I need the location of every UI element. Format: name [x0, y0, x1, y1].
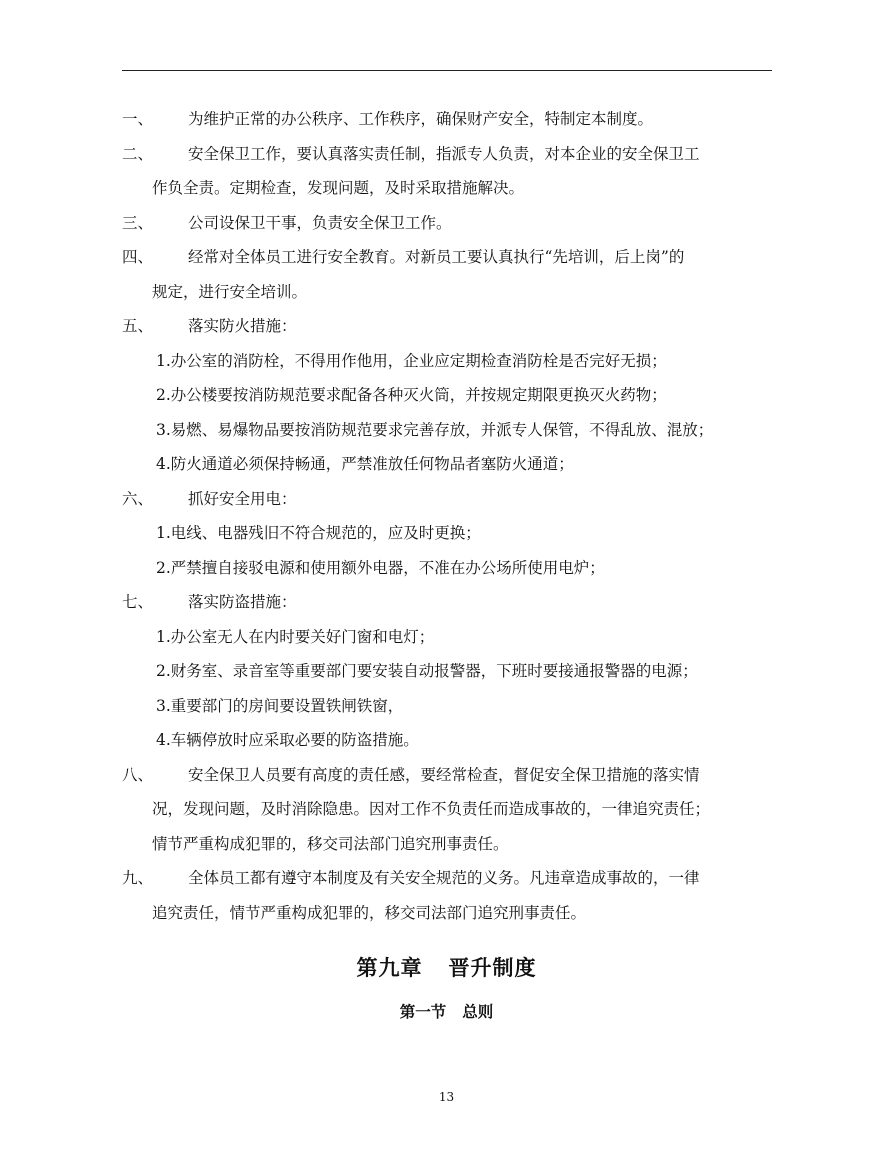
article-number: 八、 — [122, 765, 154, 784]
article-line: 情节严重构成犯罪的，移交司法部门追究刑事责任。 — [152, 834, 509, 853]
article-text: 落实防火措施： — [188, 317, 297, 335]
article-line: 安全保卫工作，要认真落实责任制，指派专人负责，对本企业的安全保卫工 — [188, 144, 700, 163]
article-6 — [122, 482, 772, 517]
article-line: 作负全责。定期检查，发现问题，及时采取措施解决。 — [152, 179, 525, 197]
sub-item: 1.办公室无人在内时要关好门窗和电灯； — [156, 627, 435, 646]
sub-item: 2.办公楼要按消防规范要求配备各种灭火筒，并按规定期限更换灭火药物； — [156, 386, 667, 404]
article-line: 全体员工都有遵守本制度及有关安全规范的义务。凡违章造成事故的，一律 — [188, 869, 700, 887]
article-text — [152, 137, 772, 206]
article-number: 三、 — [122, 213, 154, 232]
section-number: 第一节 — [399, 1003, 447, 1021]
sub-item: 4.车辆停放时应采取必要的防盗措施。 — [156, 731, 419, 749]
sub-item: 1.办公室的消防栓，不得用作他用，企业应定期检查消防栓是否完好无损； — [156, 351, 667, 370]
article-text — [152, 758, 772, 862]
article-8 — [122, 758, 772, 862]
article-number: 九、 — [122, 869, 154, 887]
article-text: 抓好安全用电： — [188, 489, 297, 508]
article-number: 五、 — [122, 317, 154, 335]
article-3 — [122, 206, 772, 241]
article-text: 公司设保卫干事，负责安全保卫工作。 — [188, 213, 452, 232]
article-text: 为维护正常的办公秩序、工作秩序，确保财产安全，特制定本制度。 — [188, 110, 654, 128]
chapter-name: 晋升制度 — [448, 956, 537, 980]
article-7 — [122, 585, 772, 620]
sub-item: 4.防火通道必须保持畅通，严禁准放任何物品者塞防火通道； — [156, 455, 574, 473]
article-line: 追究责任，情节严重构成犯罪的，移交司法部门追究刑事责任。 — [152, 903, 587, 922]
article-line: 规定，进行安全培训。 — [152, 282, 308, 301]
page-number: 13 — [438, 1090, 455, 1104]
article-9 — [122, 861, 772, 930]
article-text: 落实防盗措施： — [188, 593, 297, 611]
article-number: 四、 — [122, 248, 154, 266]
article-line: 况，发现问题，及时消除隐患。因对工作不负责任而造成事故的，一律追究责任； — [152, 800, 711, 818]
chapter-number: 第九章 — [356, 956, 423, 980]
article-4 — [122, 240, 772, 309]
article-line: 安全保卫人员要有高度的责任感，要经常检查，督促安全保卫措施的落实情 — [188, 765, 700, 784]
article-number: 一、 — [122, 110, 154, 128]
article-2 — [122, 137, 772, 206]
sub-item: 3.重要部门的房间要设置铁闸铁窗， — [156, 696, 404, 715]
chapter-title — [0, 952, 893, 982]
sub-item: 3.易燃、易爆物品要按消防规范要求完善存放，并派专人保管，不得乱放、混放； — [156, 420, 714, 439]
article-number: 七、 — [122, 593, 154, 611]
article-number: 二、 — [122, 144, 154, 163]
article-1 — [122, 102, 772, 137]
article-line: 经常对全体员工进行安全教育。对新员工要认真执行“先培训，后上岗”的 — [188, 248, 685, 266]
sub-item: 2.严禁擅自接驳电源和使用额外电器，不准在办公场所使用电炉； — [156, 558, 605, 577]
section-name: 总则 — [462, 1003, 494, 1021]
header-rule — [122, 70, 772, 71]
section-title — [0, 1000, 893, 1022]
article-text — [152, 861, 772, 930]
article-number: 六、 — [122, 489, 154, 508]
sub-item: 2.财务室、录音室等重要部门要安装自动报警器，下班时要接通报警器的电源； — [156, 662, 698, 680]
article-text — [152, 240, 772, 309]
sub-item: 1.电线、电器残旧不符合规范的，应及时更换； — [156, 524, 481, 542]
article-5 — [122, 309, 772, 344]
regulation-list — [122, 102, 772, 930]
